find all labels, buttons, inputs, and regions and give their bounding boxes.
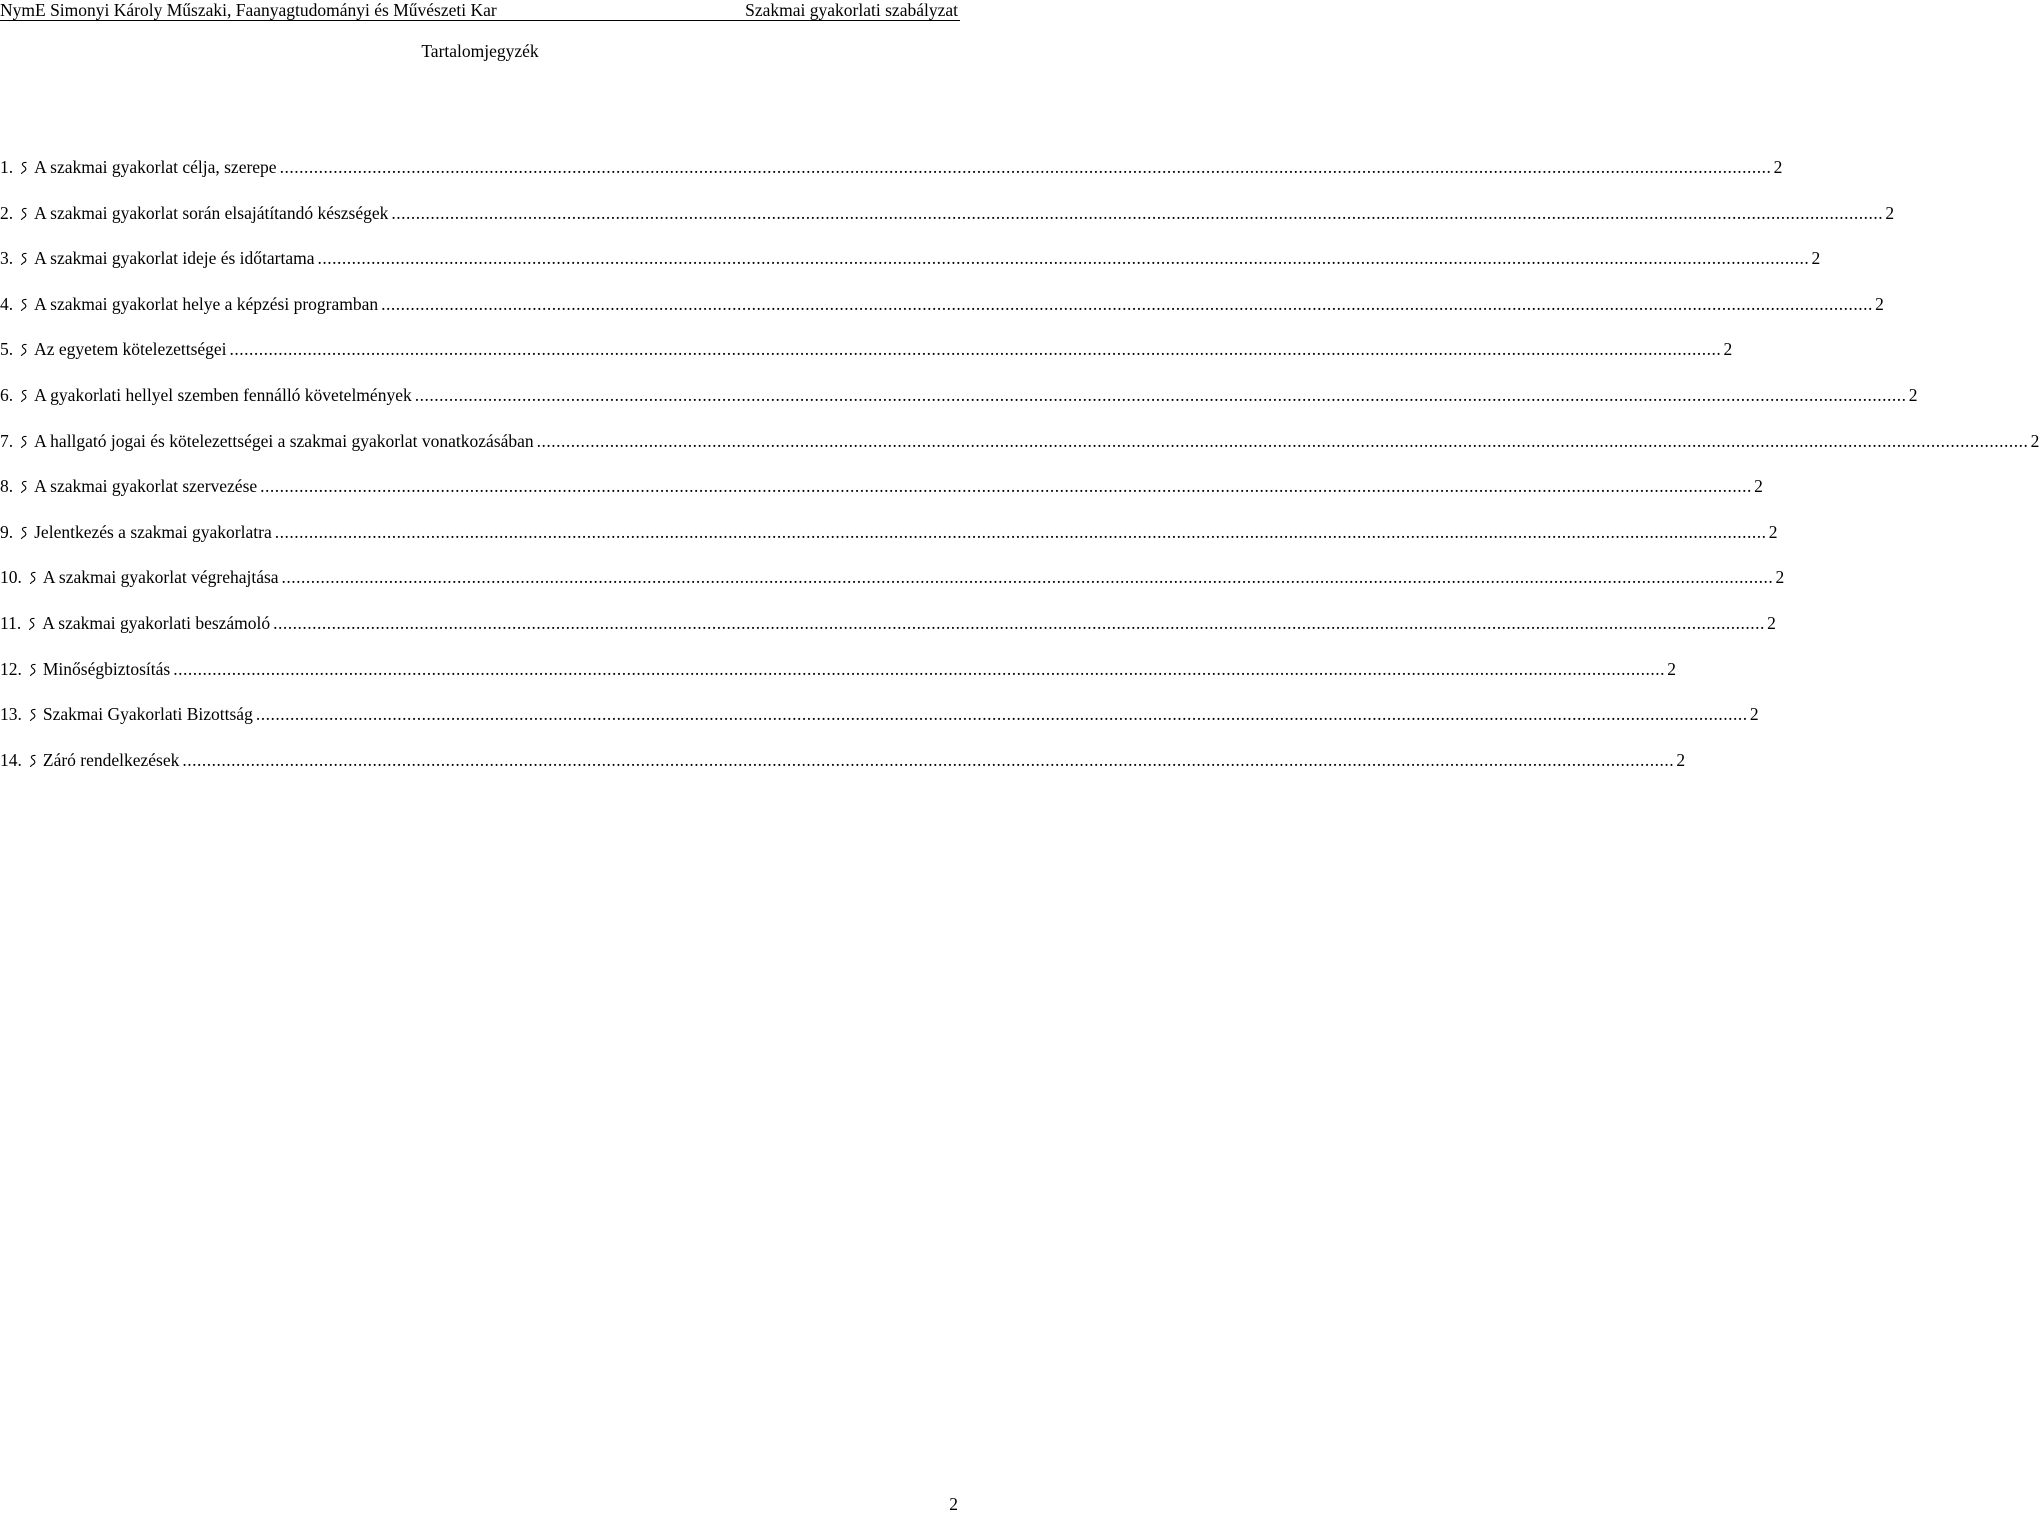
toc-entry-title: Minőségbiztosítás bbox=[42, 658, 171, 679]
toc-dot-leader bbox=[273, 613, 1765, 633]
toc-entry-title: Szakmai Gyakorlati Bizottság bbox=[42, 704, 253, 725]
toc-entry-page: 2 bbox=[1908, 384, 1918, 405]
section-mark-icon bbox=[28, 617, 36, 631]
section-mark-icon bbox=[20, 161, 28, 175]
section-mark-icon bbox=[20, 526, 28, 540]
toc-entry-title: A hallgató jogai és kötelezettségei a szakmai gyakorlat vonatkozásában bbox=[34, 430, 534, 451]
toc-entry-title: A szakmai gyakorlat ideje és időtartama bbox=[34, 248, 315, 269]
toc-entry-title: A szakmai gyakorlat végrehajtása bbox=[42, 567, 279, 588]
section-mark-icon bbox=[29, 754, 37, 768]
toc-entry[interactable] bbox=[0, 704, 1759, 725]
toc-entry-number: 2. bbox=[0, 202, 14, 223]
toc-dot-leader bbox=[173, 659, 1665, 679]
toc-entry[interactable] bbox=[0, 202, 1895, 223]
section-mark-icon bbox=[20, 389, 28, 403]
toc-dot-leader bbox=[230, 339, 1722, 359]
toc-entry-page: 2 bbox=[1768, 521, 1778, 542]
toc-dot-leader bbox=[280, 157, 1772, 177]
toc-entry-number: 3. bbox=[0, 248, 14, 269]
toc-entry[interactable] bbox=[0, 157, 1783, 177]
toc-entry-title: Záró rendelkezések bbox=[42, 749, 180, 770]
toc-dot-leader bbox=[182, 750, 1674, 770]
toc-title: Tartalomjegyzék bbox=[421, 41, 539, 61]
header-document-title: Szakmai gyakorlati szabályzat bbox=[745, 0, 958, 20]
toc-entry[interactable] bbox=[0, 384, 1918, 405]
section-mark-icon bbox=[20, 298, 28, 312]
section-mark-icon bbox=[29, 663, 37, 677]
toc-entry[interactable] bbox=[0, 612, 1776, 633]
section-mark-icon bbox=[29, 708, 37, 722]
section-mark-icon bbox=[20, 480, 28, 494]
toc-dot-leader bbox=[282, 567, 1774, 587]
toc-entry-number: 6. bbox=[0, 384, 14, 405]
toc-entry-number: 9. bbox=[0, 521, 14, 542]
toc-entry[interactable] bbox=[0, 248, 1821, 269]
toc-entry-number: 8. bbox=[0, 476, 14, 497]
toc-dot-leader bbox=[275, 522, 1767, 542]
section-mark-icon bbox=[20, 343, 28, 357]
toc-entry-page: 2 bbox=[1885, 202, 1895, 223]
toc-entry-page: 2 bbox=[1749, 704, 1759, 725]
toc-entry-page: 2 bbox=[1667, 658, 1676, 679]
toc-entry-title: A szakmai gyakorlat szervezése bbox=[34, 476, 258, 497]
toc-entry[interactable] bbox=[0, 567, 1785, 588]
toc-entry-number: 13. bbox=[0, 704, 22, 725]
toc-entry-number: 1. bbox=[0, 157, 14, 177]
toc-entry-number: 4. bbox=[0, 293, 14, 314]
toc-entry-number: 5. bbox=[0, 339, 14, 360]
toc-entry[interactable] bbox=[0, 521, 1778, 542]
table-of-contents bbox=[0, 157, 2039, 795]
toc-entry[interactable] bbox=[0, 658, 1676, 679]
toc-entry-page: 2 bbox=[1723, 339, 1733, 360]
section-mark-icon bbox=[20, 435, 28, 449]
toc-entry-page: 2 bbox=[1754, 476, 1763, 497]
toc-entry-title: A szakmai gyakorlati beszámoló bbox=[42, 612, 271, 633]
page-header bbox=[0, 0, 960, 21]
toc-entry[interactable] bbox=[0, 749, 1686, 770]
toc-dot-leader bbox=[256, 704, 1748, 724]
toc-dot-leader bbox=[260, 476, 1752, 496]
section-mark-icon bbox=[20, 252, 28, 266]
toc-dot-leader bbox=[318, 248, 1810, 268]
toc-entry-title: A szakmai gyakorlat során elsajátítandó készségek bbox=[34, 202, 389, 223]
toc-dot-leader bbox=[391, 203, 1883, 223]
toc-entry-page: 2 bbox=[1875, 293, 1884, 314]
page-number: 2 bbox=[949, 1494, 958, 1514]
toc-entry[interactable] bbox=[0, 293, 1884, 314]
toc-entry-page: 2 bbox=[2030, 430, 2039, 451]
toc-entry-page: 2 bbox=[1811, 248, 1821, 269]
toc-dot-leader bbox=[381, 294, 1873, 314]
toc-dot-leader bbox=[537, 431, 2029, 451]
section-mark-icon bbox=[29, 571, 37, 585]
toc-entry-page: 2 bbox=[1773, 157, 1783, 177]
toc-entry-title: A szakmai gyakorlat célja, szerepe bbox=[34, 157, 277, 177]
header-institution: NymE Simonyi Károly Műszaki, Faanyagtudományi és Művészeti Kar bbox=[0, 0, 497, 20]
toc-entry-page: 2 bbox=[1767, 612, 1776, 633]
toc-entry-title: Jelentkezés a szakmai gyakorlatra bbox=[34, 521, 272, 542]
toc-entry-title: A szakmai gyakorlat helye a képzési programban bbox=[34, 293, 379, 314]
toc-entry-page: 2 bbox=[1775, 567, 1785, 588]
toc-dot-leader bbox=[415, 385, 1907, 405]
toc-entry-number: 12. bbox=[0, 658, 22, 679]
toc-entry-title: A gyakorlati hellyel szemben fennálló követelmények bbox=[34, 384, 412, 405]
toc-entry-page: 2 bbox=[1676, 749, 1686, 770]
toc-entry-number: 7. bbox=[0, 430, 14, 451]
toc-entry-number: 14. bbox=[0, 749, 22, 770]
section-mark-icon bbox=[20, 207, 28, 221]
toc-entry[interactable] bbox=[0, 476, 1763, 497]
toc-entry-number: 10. bbox=[0, 567, 22, 588]
toc-entry-title: Az egyetem kötelezettségei bbox=[34, 339, 227, 360]
toc-entry[interactable] bbox=[0, 430, 2039, 451]
toc-entry[interactable] bbox=[0, 339, 1733, 360]
toc-entry-number: 11. bbox=[0, 612, 22, 633]
